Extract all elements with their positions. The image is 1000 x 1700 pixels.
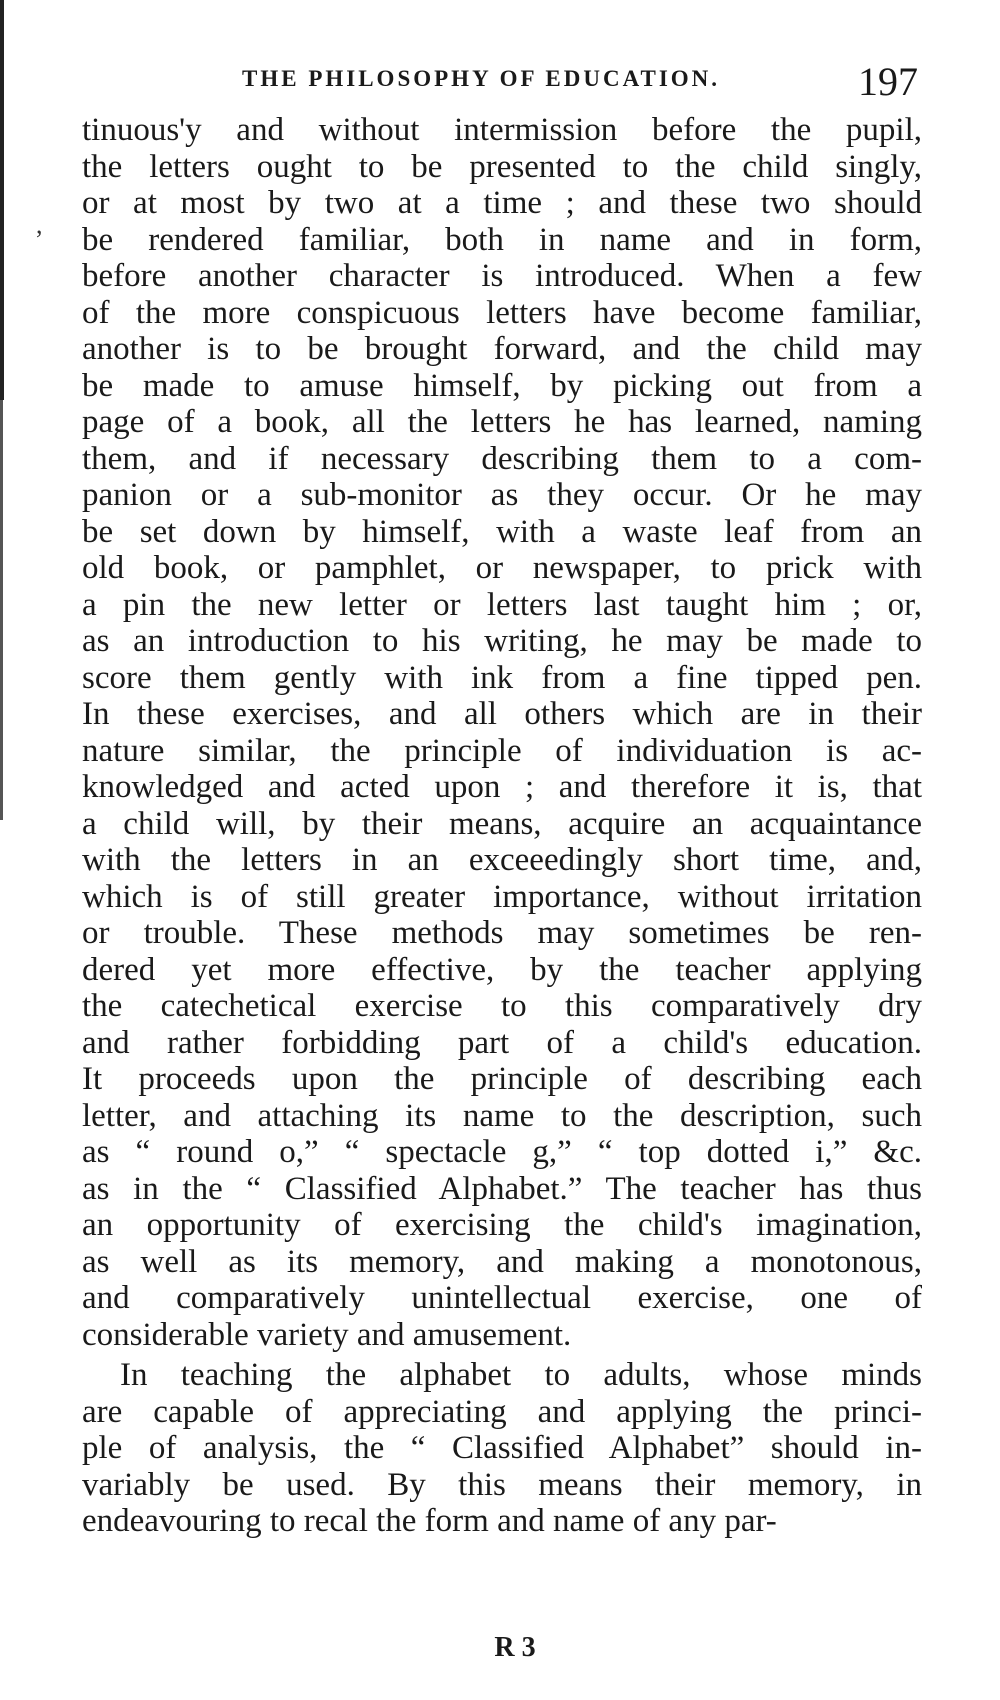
- text-line: of the more conspicuous letters have become familiar,: [82, 294, 922, 331]
- text-line: them, and if necessary describing them to a com-: [82, 440, 922, 477]
- text-line: which is of still greater importance, without irritation: [82, 878, 922, 915]
- text-line: and rather forbidding part of a child's education.: [82, 1024, 922, 1061]
- text-line: or at most by two at a time ; and these two should: [82, 185, 922, 221]
- page-number: 197: [858, 59, 918, 104]
- text-line: knowledged and acted upon ; and therefore it is, that: [82, 769, 922, 805]
- text-line: dered yet more effective, by the teacher applying: [82, 951, 922, 988]
- text-line: old book, or pamphlet, or newspaper, to prick with: [82, 550, 922, 586]
- text-line: tinuous'y and without intermission before the pupil,: [82, 112, 922, 148]
- text-line: with the letters in an exceeedingly short time, and,: [82, 842, 922, 878]
- text-line: the letters ought to be presented to the child singly,: [82, 148, 922, 185]
- stray-ink-mark: ,: [36, 210, 43, 239]
- page-edge-shadow: [0, 0, 4, 400]
- text-line: as an introduction to his writing, he may be made to: [82, 623, 922, 659]
- text-line: as in the “ Classified Alphabet.” The teacher has thus: [82, 1170, 922, 1207]
- text-line: and comparatively unintellectual exercise, one of: [82, 1280, 922, 1316]
- text-line: score them gently with ink from a fine tipped pen.: [82, 659, 922, 696]
- text-line: as well as its memory, and making a monotonous,: [82, 1243, 922, 1280]
- text-line: endeavouring to recal the form and name of any par-: [82, 1503, 777, 1539]
- text-line: ple of analysis, the “ Classified Alphabet” should in-: [82, 1430, 922, 1466]
- text-line: as “ round o,” “ spectacle g,” “ top dotted i,” &c.: [82, 1134, 922, 1170]
- text-line: be made to amuse himself, by picking out from a: [82, 367, 922, 404]
- text-line: variably be used. By this means their memory, in: [82, 1466, 922, 1503]
- text-line: It proceeds upon the principle of describing each: [82, 1061, 922, 1097]
- text-line: considerable variety and amusement.: [82, 1316, 572, 1353]
- text-line: a child will, by their means, acquire an acquaintance: [82, 805, 922, 842]
- text-line: an opportunity of exercising the child's imagination,: [82, 1207, 922, 1243]
- text-line: or trouble. These methods may sometimes be ren-: [82, 915, 922, 951]
- text-line: In teaching the alphabet to adults, whose minds: [120, 1357, 922, 1393]
- text-line: another is to be brought forward, and the child may: [82, 331, 922, 367]
- running-head: [82, 58, 922, 108]
- body-text: [82, 112, 922, 1540]
- text-line: be set down by himself, with a waste leaf from an: [82, 513, 922, 550]
- text-line: nature similar, the principle of individuation is ac-: [82, 732, 922, 769]
- text-line: the catechetical exercise to this comparatively dry: [82, 988, 922, 1024]
- text-line: panion or a sub-monitor as they occur. Or he may: [82, 477, 922, 513]
- text-line: page of a book, all the letters he has learned, naming: [82, 404, 922, 440]
- text-line: In these exercises, and all others which are in their: [82, 696, 922, 732]
- paragraph: [82, 112, 922, 1353]
- text-line: are capable of appreciating and applying the princi-: [82, 1393, 922, 1430]
- running-title: THE PHILOSOPHY OF EDUCATION.: [242, 66, 721, 91]
- text-line: be rendered familiar, both in name and in form,: [82, 221, 922, 258]
- text-line: a pin the new letter or letters last taught him ; or,: [82, 586, 922, 623]
- paragraph: [82, 1357, 922, 1540]
- page-edge-shadow-lower: [0, 400, 3, 820]
- text-line: letter, and attaching its name to the description, such: [82, 1097, 922, 1134]
- text-line: before another character is introduced. When a few: [82, 258, 922, 294]
- signature-mark: R 3: [494, 1632, 536, 1663]
